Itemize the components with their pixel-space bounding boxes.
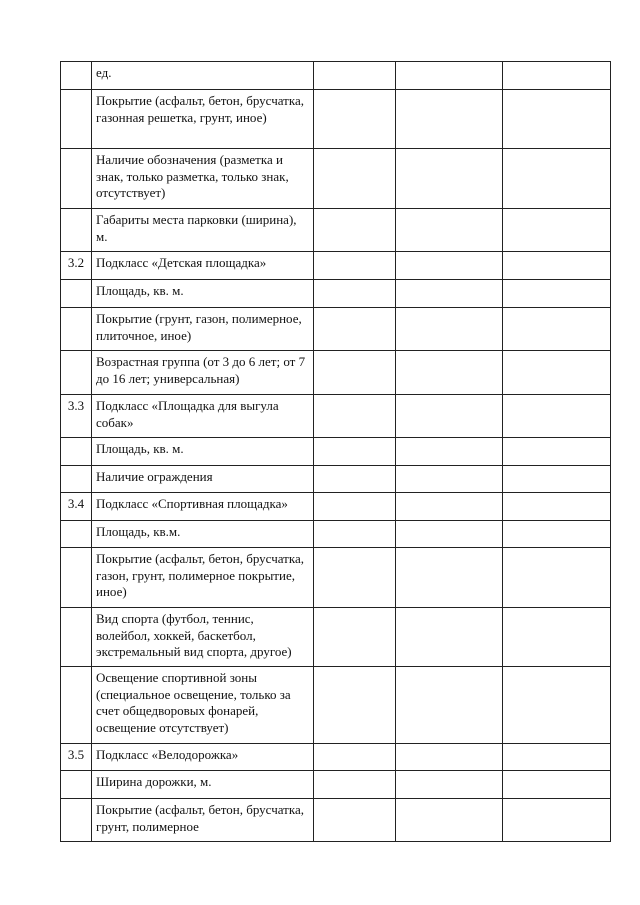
empty-value-cell [396,608,503,667]
empty-value-cell [314,308,396,351]
empty-value-cell [314,252,396,280]
empty-value-cell [503,62,611,90]
row-description-cell: Подкласс «Площадка для выгула собак» [92,395,314,438]
empty-value-cell [314,667,396,744]
row-description-cell: Покрытие (асфальт, бетон, брусчатка, газонная решетка, грунт, иное) [92,90,314,149]
empty-value-cell [314,799,396,842]
empty-value-cell [503,744,611,771]
empty-value-cell [396,493,503,521]
row-number-cell [61,438,92,466]
table-row [61,548,611,608]
empty-value-cell [503,209,611,252]
empty-value-cell [503,493,611,521]
table-row [61,438,611,466]
empty-value-cell [503,90,611,149]
table-row [61,608,611,667]
row-description-cell: Габариты места парковки (ширина), м. [92,209,314,252]
row-description-cell: Наличие обозначения (разметка и знак, только разметка, только знак, отсутствует) [92,149,314,209]
empty-value-cell [503,521,611,548]
empty-value-cell [314,744,396,771]
row-description-cell: Подкласс «Велодорожка» [92,744,314,771]
row-number-cell [61,771,92,799]
row-description-cell: Вид спорта (футбол, теннис, волейбол, хоккей, баскетбол, экстремальный вид спорта, другое) [92,608,314,667]
empty-value-cell [503,149,611,209]
empty-value-cell [396,521,503,548]
table-row [61,90,611,149]
row-number-cell [61,667,92,744]
empty-value-cell [314,493,396,521]
table-row [61,62,611,90]
row-description-cell: ед. [92,62,314,90]
row-number-cell [61,308,92,351]
empty-value-cell [396,209,503,252]
empty-value-cell [396,62,503,90]
table-row [61,395,611,438]
row-number-cell [61,62,92,90]
table-row [61,521,611,548]
table-row [61,280,611,308]
empty-value-cell [314,209,396,252]
row-number-cell: 3.5 [61,744,92,771]
table-row [61,771,611,799]
row-number-cell [61,90,92,149]
row-description-cell: Возрастная группа (от 3 до 6 лет; от 7 до 16 лет; универсальная) [92,351,314,395]
row-description-cell: Подкласс «Спортивная площадка» [92,493,314,521]
empty-value-cell [503,667,611,744]
empty-value-cell [396,771,503,799]
row-number-cell [61,280,92,308]
empty-value-cell [503,438,611,466]
empty-value-cell [396,351,503,395]
attributes-table [60,61,611,842]
empty-value-cell [314,548,396,608]
empty-value-cell [396,149,503,209]
empty-value-cell [396,466,503,493]
empty-value-cell [396,548,503,608]
empty-value-cell [314,62,396,90]
table-body [61,62,611,842]
empty-value-cell [396,395,503,438]
empty-value-cell [396,308,503,351]
row-description-cell: Ширина дорожки, м. [92,771,314,799]
row-description-cell: Подкласс «Детская площадка» [92,252,314,280]
empty-value-cell [503,280,611,308]
empty-value-cell [396,667,503,744]
empty-value-cell [503,548,611,608]
table-row [61,466,611,493]
table-row [61,209,611,252]
empty-value-cell [314,466,396,493]
table-row [61,351,611,395]
empty-value-cell [314,351,396,395]
empty-value-cell [396,280,503,308]
empty-value-cell [314,395,396,438]
table-row [61,799,611,842]
empty-value-cell [396,90,503,149]
empty-value-cell [314,90,396,149]
row-number-cell: 3.4 [61,493,92,521]
row-description-cell: Освещение спортивной зоны (специальное освещение, только за счет общедворовых фонарей, освещение отсутствует) [92,667,314,744]
empty-value-cell [503,308,611,351]
row-number-cell: 3.3 [61,395,92,438]
empty-value-cell [314,771,396,799]
empty-value-cell [503,608,611,667]
empty-value-cell [314,280,396,308]
table-row [61,744,611,771]
empty-value-cell [314,521,396,548]
table-row [61,667,611,744]
empty-value-cell [314,438,396,466]
empty-value-cell [503,351,611,395]
row-number-cell [61,149,92,209]
row-number-cell [61,209,92,252]
empty-value-cell [396,438,503,466]
empty-value-cell [314,608,396,667]
empty-value-cell [503,799,611,842]
row-description-cell: Покрытие (грунт, газон, полимерное, плиточное, иное) [92,308,314,351]
empty-value-cell [503,466,611,493]
row-number-cell [61,351,92,395]
row-description-cell: Площадь, кв. м. [92,280,314,308]
table-row [61,308,611,351]
empty-value-cell [396,744,503,771]
row-number-cell: 3.2 [61,252,92,280]
empty-value-cell [396,252,503,280]
row-description-cell: Покрытие (асфальт, бетон, брусчатка, газон, грунт, полимерное покрытие, иное) [92,548,314,608]
empty-value-cell [503,252,611,280]
empty-value-cell [503,771,611,799]
row-number-cell [61,608,92,667]
table-row [61,493,611,521]
empty-value-cell [503,395,611,438]
row-number-cell [61,521,92,548]
empty-value-cell [314,149,396,209]
empty-value-cell [396,799,503,842]
table-row [61,252,611,280]
row-number-cell [61,466,92,493]
row-number-cell [61,548,92,608]
table-row [61,149,611,209]
row-description-cell: Площадь, кв. м. [92,438,314,466]
row-description-cell: Площадь, кв.м. [92,521,314,548]
row-number-cell [61,799,92,842]
row-description-cell: Наличие ограждения [92,466,314,493]
row-description-cell: Покрытие (асфальт, бетон, брусчатка, грунт, полимерное [92,799,314,842]
